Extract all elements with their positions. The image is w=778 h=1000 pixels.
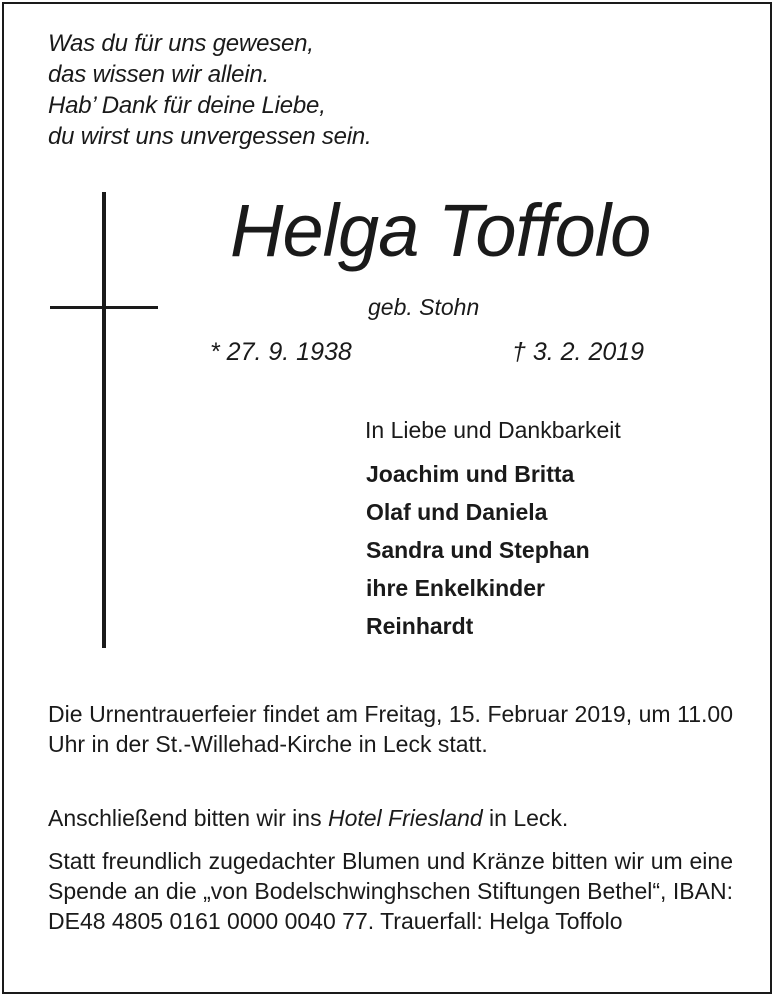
death-date: † 3. 2. 2019 [512,338,645,366]
birth-date: * 27. 9. 1938 [210,338,352,366]
memorial-poem [48,28,372,152]
poem-line: Was du für uns gewesen, [48,30,314,57]
mourner-entry: ihre Enkelkinder [366,575,545,601]
reception-text: Anschließend bitten wir ins [48,805,322,831]
deceased-name: Helga Toffolo [230,189,651,272]
dedication-line: In Liebe und Dankbarkeit [365,417,621,443]
reception-venue: Hotel Friesland [327,805,483,831]
poem-line: das wissen wir allein. [48,61,270,88]
mourner-entry: Joachim und Britta [366,461,575,487]
mourner-entry: Olaf und Daniela [366,499,548,525]
mourner-entry: Sandra und Stephan [366,537,590,563]
maiden-name: geb. Stohn [368,294,480,320]
poem-line: Hab’ Dank für deine Liebe, [48,92,326,119]
reception-location: in Leck. [489,805,569,831]
cross-icon-vertical-bar [102,192,106,648]
reception-paragraph [48,803,733,833]
poem-line: du wirst uns unvergessen sein. [48,123,372,150]
donation-paragraph: Statt freundlich zugedachter Blumen und Kränze bitten wir um eine Spende an die „von Bodelschwinghschen Stiftungen Bethel“, IBAN: DE48 4805 0161 0000 0040 77. Trauerfall: Helga Toffolo [48,848,733,934]
mourner-entry: Reinhardt [366,613,474,639]
ceremony-paragraph: Die Urnentrauerfeier findet am Freitag, 15. Februar 2019, um 11.00 Uhr in der St.-Willehad-Kirche in Leck statt. [48,701,733,757]
mourners-list [366,455,590,645]
cross-icon-horizontal-bar [50,306,158,309]
